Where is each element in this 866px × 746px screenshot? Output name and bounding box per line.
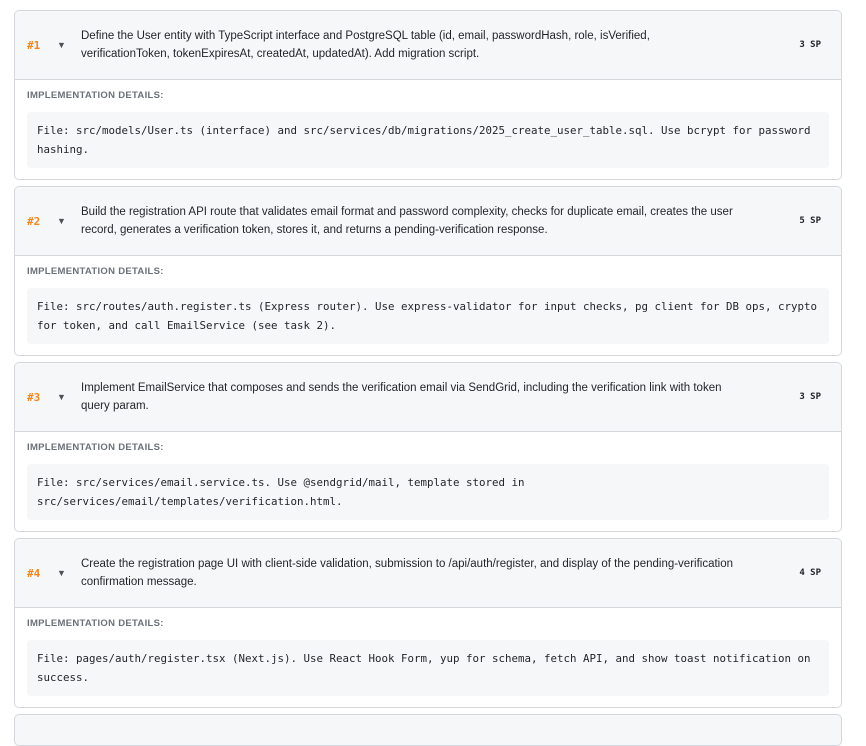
task-title: Create the registration page UI with client-side validation, submission to /api/auth/register, and display of the pending-verification confirmation message. [81, 557, 734, 588]
task-card-3 [14, 362, 842, 532]
chevron-down-icon[interactable]: ▼ [57, 216, 66, 226]
details-code: File: pages/auth/register.tsx (Next.js). Use React Hook Form, yup for schema, fetch API, and show toast notification on success. [27, 640, 829, 696]
task-title: Build the registration API route that validates email format and password complexity, checks for duplicate email, creates the user record, generates a verification token, stores it, and returns a pending-verification response. [81, 205, 733, 236]
task-card-2 [14, 186, 842, 356]
task-id: #3 [27, 390, 41, 404]
chevron-down-icon[interactable]: ▼ [57, 40, 66, 50]
task-title: Define the User entity with TypeScript interface and PostgreSQL table (id, email, passwordHash, role, isVerified, verificationToken, tokenExpiresAt, createdAt, updatedAt). Add migration script. [81, 29, 650, 60]
details-label: IMPLEMENTATION DETAILS: [27, 266, 164, 277]
task-header[interactable] [15, 11, 841, 80]
task-details [15, 432, 841, 531]
chevron-down-icon[interactable]: ▼ [57, 568, 66, 578]
task-id: #4 [27, 566, 41, 580]
details-code: File: src/models/User.ts (interface) and src/services/db/migrations/2025_create_user_table.sql. Use bcrypt for password hashing. [27, 112, 829, 168]
task-card-partial[interactable] [14, 714, 842, 746]
task-id: #1 [27, 38, 41, 52]
details-code: File: src/routes/auth.register.ts (Express router). Use express-validator for input checks, pg client for DB ops, crypto for token, and call EmailService (see task 2). [27, 288, 829, 344]
task-details [15, 608, 841, 707]
chevron-down-icon[interactable]: ▼ [57, 392, 66, 402]
story-points-badge: 3 SP [799, 392, 821, 402]
task-details [15, 80, 841, 179]
details-label: IMPLEMENTATION DETAILS: [27, 90, 164, 101]
story-points-badge: 4 SP [799, 568, 821, 578]
task-id: #2 [27, 214, 41, 228]
task-header[interactable] [15, 363, 841, 432]
details-code: File: src/services/email.service.ts. Use @sendgrid/mail, template stored in src/services/email/templates/verification.html. [27, 464, 829, 520]
task-title: Implement EmailService that composes and sends the verification email via SendGrid, including the verification link with token query param. [81, 381, 722, 412]
task-header[interactable] [15, 539, 841, 608]
details-label: IMPLEMENTATION DETAILS: [27, 442, 164, 453]
task-details [15, 256, 841, 355]
task-card-1 [14, 10, 842, 180]
story-points-badge: 3 SP [799, 40, 821, 50]
story-points-badge: 5 SP [799, 216, 821, 226]
details-label: IMPLEMENTATION DETAILS: [27, 618, 164, 629]
task-list [14, 10, 842, 746]
task-card-4 [14, 538, 842, 708]
task-header[interactable] [15, 187, 841, 256]
